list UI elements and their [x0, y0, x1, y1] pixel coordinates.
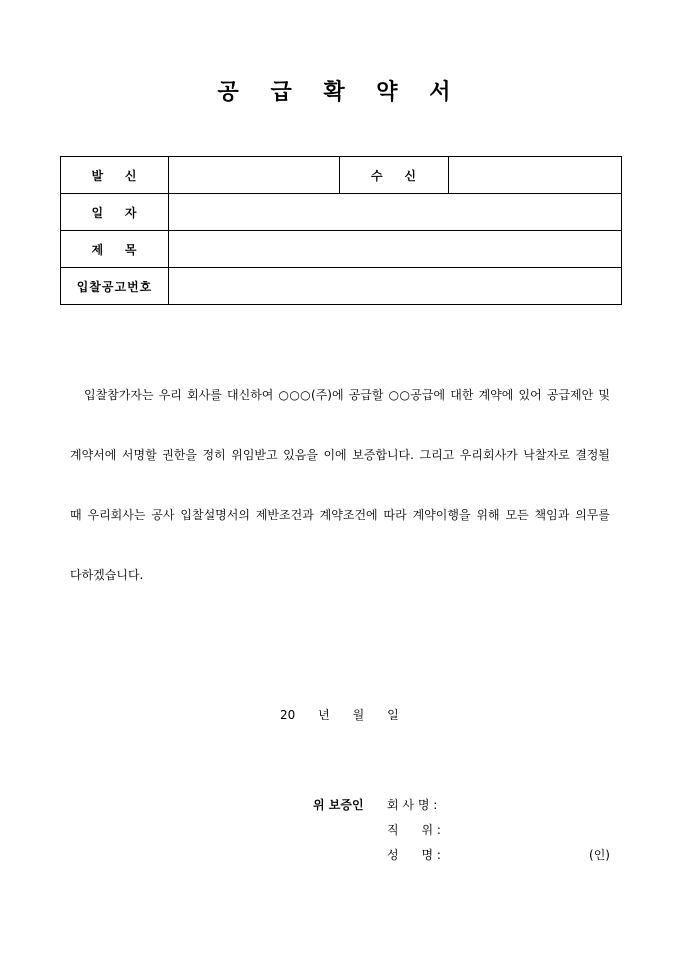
date-value[interactable]	[169, 194, 622, 231]
name-label: 성 명 :	[387, 848, 441, 862]
guarantor-label: 위 보증인	[313, 798, 364, 812]
position-label: 직 위 :	[387, 823, 441, 837]
signature-name-row	[0, 846, 680, 864]
date-line: 20 년 월 일	[280, 708, 399, 722]
sender-label: 발 신	[61, 157, 169, 194]
subject-value[interactable]	[169, 231, 622, 268]
body-paragraph: 입찰참가자는 우리 회사를 대신하여 ○○○(주)에 공급할 ○○공급에 대한 계약에 있어 공급제안 및 계약서에 서명할 권한을 정히 위임받고 있음을 이에 보증합니다. 그리고 우리회사가 낙찰자로 결정될 때 우리회사는 공사 입찰설명서의 제반조건과 계약조건에 따라 계약이행을 위해 모든 책임과 의무를 다하겠습니다.	[70, 388, 610, 582]
signature-company-row	[0, 796, 680, 814]
receiver-label: 수 신	[340, 157, 449, 194]
receiver-value[interactable]	[449, 157, 622, 194]
sender-value[interactable]	[169, 157, 340, 194]
bid-number-label: 입찰공고번호	[61, 268, 169, 305]
document-title: 공 급 확 약 서	[217, 79, 463, 105]
bid-number-row	[61, 268, 622, 305]
seal-mark: (인)	[589, 848, 610, 862]
sender-receiver-row	[61, 157, 622, 194]
subject-label: 제 목	[61, 231, 169, 268]
signature-position-row	[0, 821, 680, 839]
date-row	[61, 194, 622, 231]
info-table	[60, 156, 622, 305]
date-label: 일 자	[61, 194, 169, 231]
subject-row	[61, 231, 622, 268]
bid-number-value[interactable]	[169, 268, 622, 305]
company-label: 회 사 명 :	[387, 798, 438, 812]
